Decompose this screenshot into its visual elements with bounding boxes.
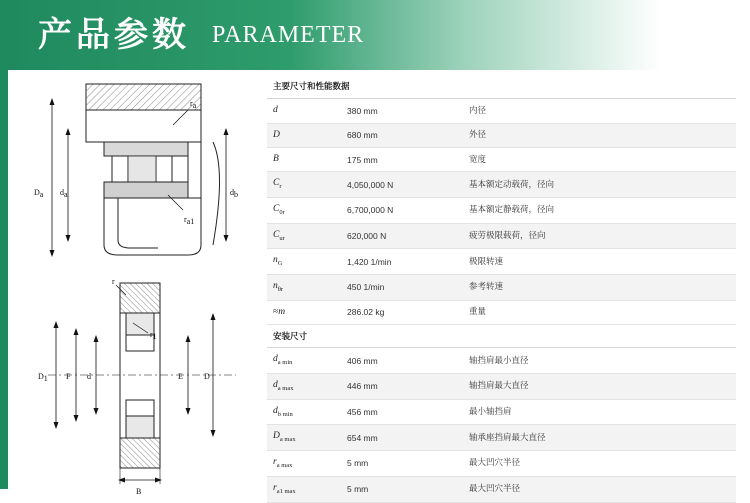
row-desc: 轴承座挡肩最大直径	[463, 425, 736, 451]
figure-label-ra: ra	[190, 99, 197, 110]
row-value: 5 mm	[341, 451, 463, 477]
row-desc: 最小轴挡肩	[463, 399, 736, 425]
figure-label-ra1: ra1	[184, 215, 195, 226]
row-desc: 最大凹穴半径	[463, 476, 736, 502]
table-row	[267, 300, 736, 324]
section-title-mount: 安装尺寸	[267, 325, 736, 348]
row-symbol: d	[267, 99, 341, 123]
table-section-mount	[267, 325, 736, 348]
row-symbol: $D_{a max}$	[267, 425, 341, 451]
row-desc: 参考转速	[463, 275, 736, 301]
row-desc: 外径	[463, 123, 736, 147]
figures-column	[8, 70, 263, 494]
row-value: 380 mm	[341, 99, 463, 123]
row-symbol: $d_{b min}$	[267, 399, 341, 425]
row-value: 456 mm	[341, 399, 463, 425]
page-title: 产品参数	[38, 15, 190, 55]
table-row	[267, 451, 736, 477]
bearing-dimension-drawing	[8, 275, 263, 494]
figure-label-d: d	[87, 372, 91, 381]
row-desc: 轴挡肩最大直径	[463, 374, 736, 400]
figure-label-r: r	[112, 277, 115, 286]
figure-label-B: B	[136, 487, 142, 494]
figure-label-da: da	[60, 188, 68, 199]
table-row	[267, 249, 736, 275]
figure-bottom	[8, 275, 263, 499]
table-row	[267, 99, 736, 123]
spec-table-wrap	[263, 70, 750, 495]
table-row	[267, 425, 736, 451]
page-header	[8, 0, 750, 70]
spec-table	[267, 76, 736, 503]
figure-label-r1: r1	[150, 330, 157, 341]
table-section-main	[267, 76, 736, 99]
row-value: 406 mm	[341, 348, 463, 374]
row-desc: 疲劳极限载荷，径向	[463, 223, 736, 249]
row-desc: 重量	[463, 300, 736, 324]
page-content	[8, 70, 750, 495]
row-symbol: $n_G$	[267, 249, 341, 275]
figure-label-Da: Da	[34, 188, 44, 199]
row-value: 654 mm	[341, 425, 463, 451]
row-value: 175 mm	[341, 147, 463, 171]
figure-label-D1: D1	[38, 372, 48, 383]
row-desc: 基本额定静载荷，径向	[463, 198, 736, 224]
row-symbol: $r_{a max}$	[267, 451, 341, 477]
row-symbol: $C_{0r}$	[267, 198, 341, 224]
table-row	[267, 172, 736, 198]
row-symbol: $n_{\theta r}$	[267, 275, 341, 301]
row-symbol: $C_r$	[267, 172, 341, 198]
section-title-main: 主要尺寸和性能数据	[267, 76, 736, 99]
table-row	[267, 223, 736, 249]
row-value: 620,000 N	[341, 223, 463, 249]
row-desc: 极限转速	[463, 249, 736, 275]
row-desc: 基本额定动载荷，径向	[463, 172, 736, 198]
row-symbol: D	[267, 123, 341, 147]
table-row	[267, 275, 736, 301]
table-row	[267, 198, 736, 224]
figure-label-db: db	[230, 188, 238, 199]
table-row	[267, 476, 736, 502]
row-symbol: B	[267, 147, 341, 171]
figure-label-F: F	[66, 372, 71, 381]
row-symbol: $d_{a max}$	[267, 374, 341, 400]
row-desc: 宽度	[463, 147, 736, 171]
row-symbol: ≈m	[267, 300, 341, 324]
figure-top	[8, 70, 263, 275]
table-row	[267, 147, 736, 171]
row-desc: 轴挡肩最小直径	[463, 348, 736, 374]
row-value: 1,420 1/min	[341, 249, 463, 275]
figure-label-D: D	[204, 372, 210, 381]
row-symbol: $C_{ur}$	[267, 223, 341, 249]
row-value: 4,050,000 N	[341, 172, 463, 198]
figure-label-E: E	[178, 372, 183, 381]
bearing-section-drawing	[8, 70, 263, 270]
row-value: 286.02 kg	[341, 300, 463, 324]
row-value: 5 mm	[341, 476, 463, 502]
table-row	[267, 399, 736, 425]
table-row	[267, 374, 736, 400]
row-value: 6,700,000 N	[341, 198, 463, 224]
row-value: 446 mm	[341, 374, 463, 400]
table-row	[267, 348, 736, 374]
row-symbol: $r_{a1 max}$	[267, 476, 341, 502]
row-symbol: $d_{a min}$	[267, 348, 341, 374]
table-row	[267, 123, 736, 147]
row-desc: 最大凹穴半径	[463, 451, 736, 477]
row-value: 450 1/min	[341, 275, 463, 301]
row-desc: 内径	[463, 99, 736, 123]
row-value: 680 mm	[341, 123, 463, 147]
page-title-en: PARAMETER	[212, 22, 365, 48]
